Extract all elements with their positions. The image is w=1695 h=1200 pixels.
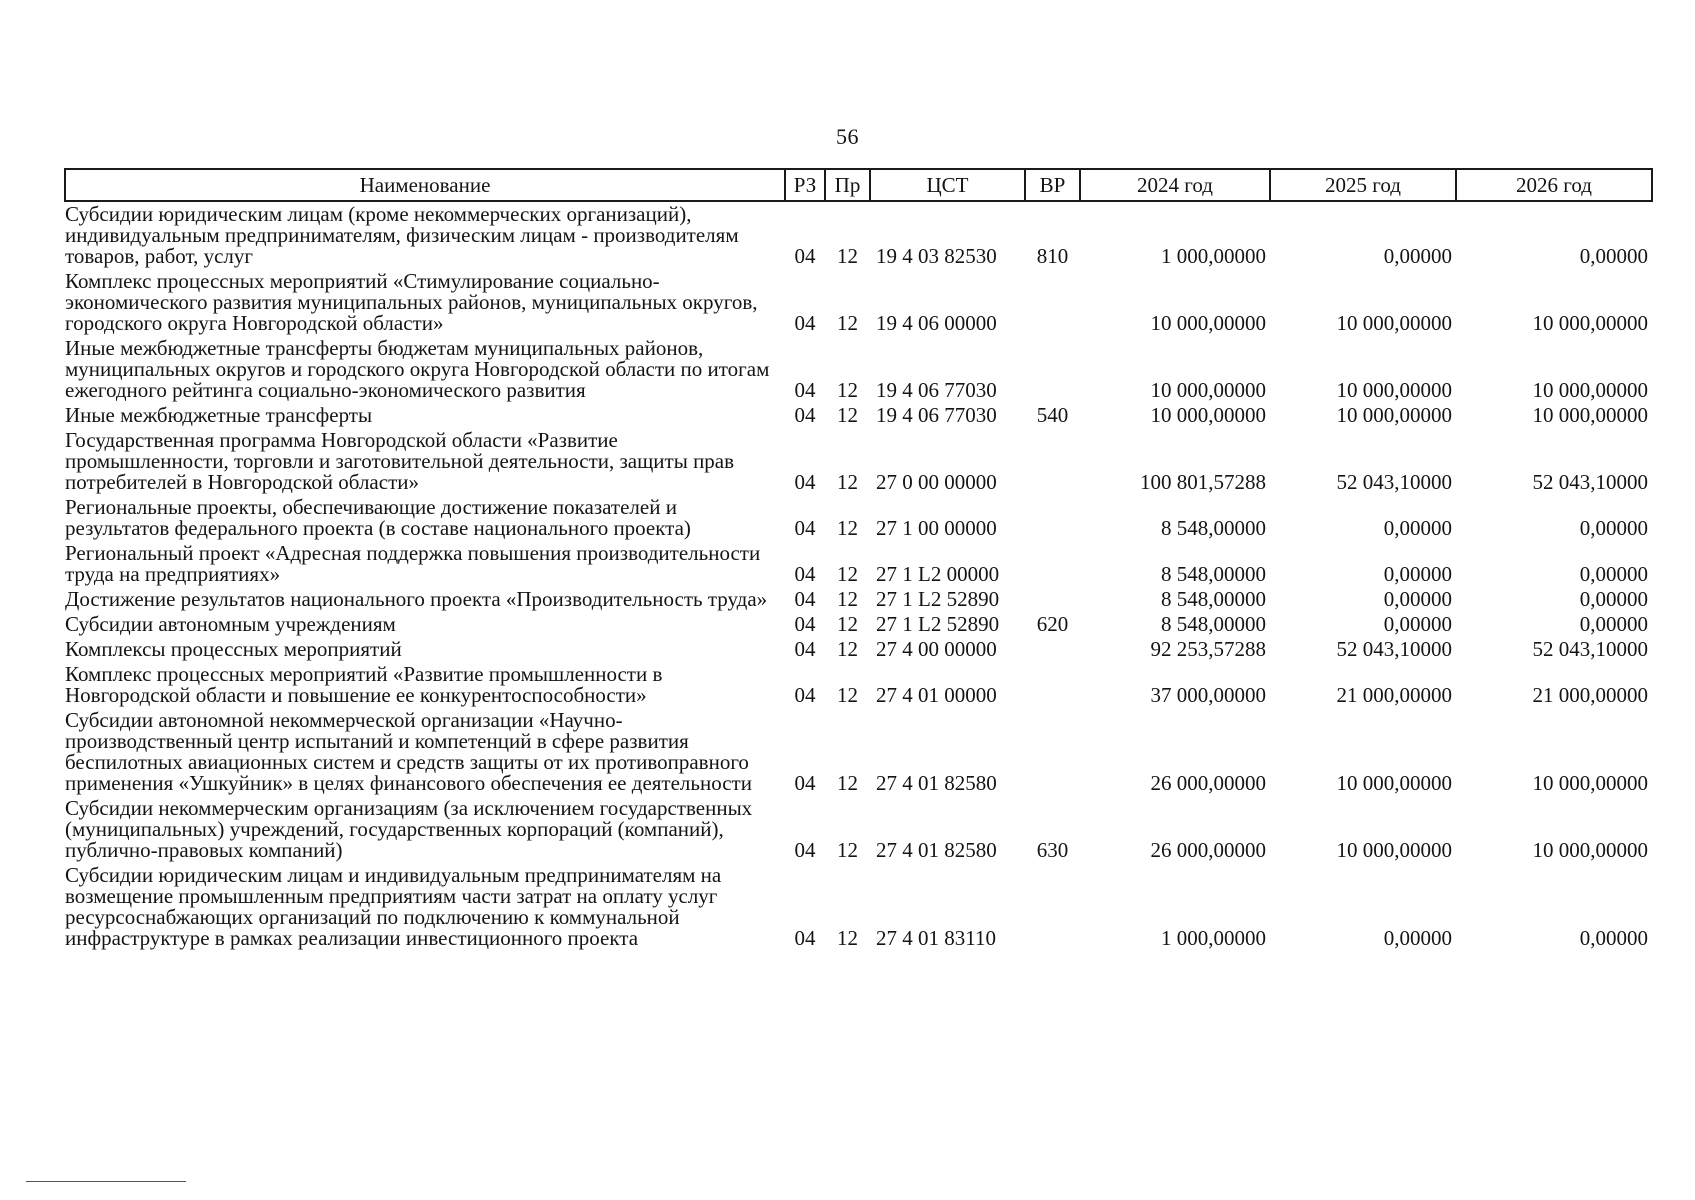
row-vr	[1025, 428, 1080, 495]
row-2024: 26 000,00000	[1150, 838, 1266, 862]
row-2026: 10 000,00000	[1532, 311, 1648, 335]
page-number: 56	[836, 124, 859, 149]
row-rz: 04	[794, 612, 816, 636]
row-2024: 8 548,00000	[1161, 516, 1266, 540]
row-2025: 52 043,10000	[1336, 637, 1452, 661]
header-2025: 2025 год	[1270, 169, 1456, 201]
row-2025: 0,00000	[1383, 244, 1452, 268]
row-name: Комплексы процессных мероприятий	[65, 637, 402, 661]
row-cst: 19 4 06 77030	[876, 378, 997, 402]
row-cst: 27 4 01 82580	[876, 771, 997, 795]
row-2026: 10 000,00000	[1532, 838, 1648, 862]
row-2026: 0,00000	[1579, 926, 1648, 950]
row-2024: 1 000,00000	[1161, 926, 1266, 950]
row-vr	[1025, 336, 1080, 403]
row-rz: 04	[794, 403, 816, 427]
row-2026: 10 000,00000	[1532, 771, 1648, 795]
row-cst: 27 1 00 00000	[876, 516, 997, 540]
budget-table	[64, 168, 1653, 951]
row-cst: 27 4 01 83110	[876, 926, 996, 950]
row-rz: 04	[794, 470, 816, 494]
row-pr: 12	[837, 637, 858, 661]
row-2026: 0,00000	[1579, 562, 1648, 586]
row-2025: 0,00000	[1383, 562, 1452, 586]
table-row	[65, 201, 1652, 269]
row-name: Субсидии автономной некоммерческой организации «Научно-производственный центр испытаний и компетенций в сфере развития беспилотных авиационных систем и средств защиты от их противоправного применения «Ушкуйник» в целях финансового обеспечения ее деятельности	[65, 708, 752, 795]
row-2024: 100 801,57288	[1140, 470, 1266, 494]
row-rz: 04	[794, 311, 816, 335]
row-vr	[1025, 637, 1080, 662]
table-row	[65, 662, 1652, 708]
row-cst: 27 1 L2 00000	[876, 562, 1000, 586]
row-2025: 0,00000	[1383, 516, 1452, 540]
table-row	[65, 863, 1652, 951]
budget-table-container	[64, 168, 1651, 951]
row-2024: 10 000,00000	[1150, 403, 1266, 427]
table-row	[65, 541, 1652, 587]
row-name: Региональный проект «Адресная поддержка повышения производительности труда на предприятиях»	[65, 541, 761, 586]
row-2025: 10 000,00000	[1336, 311, 1452, 335]
row-2026: 0,00000	[1579, 612, 1648, 636]
row-rz: 04	[794, 838, 816, 862]
row-2024: 10 000,00000	[1150, 378, 1266, 402]
row-cst: 27 4 01 00000	[876, 683, 997, 707]
row-pr: 12	[837, 562, 858, 586]
row-2024: 10 000,00000	[1150, 311, 1266, 335]
row-2026: 52 043,10000	[1532, 637, 1648, 661]
row-name: Иные межбюджетные трансферты	[65, 403, 373, 427]
row-rz: 04	[794, 378, 816, 402]
row-2025: 10 000,00000	[1336, 378, 1452, 402]
row-cst: 19 4 03 82530	[876, 244, 997, 268]
row-name: Субсидии юридическим лицам (кроме некоммерческих организаций), индивидуальным предпринимателям, физическим лицам - производителям товаров, работ, услуг	[65, 202, 739, 268]
row-2026: 10 000,00000	[1532, 378, 1648, 402]
row-2025: 52 043,10000	[1336, 470, 1452, 494]
table-body	[65, 201, 1652, 951]
row-cst: 27 0 00 00000	[876, 470, 997, 494]
table-row	[65, 637, 1652, 662]
row-2025: 0,00000	[1383, 612, 1452, 636]
row-pr: 12	[837, 244, 858, 268]
row-name: Субсидии юридическим лицам и индивидуальным предпринимателям на возмещение промышленным предприятиям части затрат на оплату услуг ресурсоснабжающих организаций по подключению к коммунальной инфраструктуре в рамках реализации инвестиционного проекта	[65, 863, 722, 950]
footer-divider	[26, 1181, 186, 1182]
row-2025: 10 000,00000	[1336, 771, 1452, 795]
row-rz: 04	[794, 587, 816, 611]
table-row	[65, 336, 1652, 403]
row-rz: 04	[794, 926, 816, 950]
table-row	[65, 269, 1652, 336]
row-2026: 21 000,00000	[1532, 683, 1648, 707]
table-row	[65, 796, 1652, 863]
row-2025: 10 000,00000	[1336, 838, 1452, 862]
header-rz: РЗ	[785, 169, 825, 201]
row-pr: 12	[837, 311, 858, 335]
row-2024: 8 548,00000	[1161, 587, 1266, 611]
row-2026: 52 043,10000	[1532, 470, 1648, 494]
row-pr: 12	[837, 587, 858, 611]
row-vr: 620	[1036, 612, 1069, 636]
row-pr: 12	[837, 771, 858, 795]
row-2024: 26 000,00000	[1150, 771, 1266, 795]
header-name: Наименование	[65, 169, 785, 201]
row-pr: 12	[837, 838, 858, 862]
row-2025: 10 000,00000	[1336, 403, 1452, 427]
header-2026: 2026 год	[1456, 169, 1652, 201]
row-vr	[1025, 662, 1080, 708]
header-cst: ЦСТ	[870, 169, 1025, 201]
row-2024: 37 000,00000	[1150, 683, 1266, 707]
row-pr: 12	[837, 403, 858, 427]
row-vr	[1025, 541, 1080, 587]
header-vr: ВР	[1025, 169, 1080, 201]
row-2026: 0,00000	[1579, 587, 1648, 611]
header-pr: Пр	[825, 169, 870, 201]
row-name: Субсидии некоммерческим организациям (за исключением государственных (муниципальных) учреждений, государственных корпораций (компаний), публично-правовых компаний)	[65, 796, 753, 862]
table-header-row	[65, 169, 1652, 201]
row-vr	[1025, 269, 1080, 336]
row-name: Комплекс процессных мероприятий «Развитие промышленности в Новгородской области и повышение ее конкурентоспособности»	[65, 662, 663, 707]
row-2024: 8 548,00000	[1161, 612, 1266, 636]
row-rz: 04	[794, 516, 816, 540]
row-name: Государственная программа Новгородской области «Развитие промышленности, торговли и заготовительной деятельности, защиты прав потребителей в Новгородской области»	[65, 428, 735, 494]
row-rz: 04	[794, 683, 816, 707]
table-row	[65, 403, 1652, 428]
row-pr: 12	[837, 683, 858, 707]
row-rz: 04	[794, 244, 816, 268]
row-cst: 27 4 00 00000	[876, 637, 997, 661]
row-pr: 12	[837, 516, 858, 540]
header-2024: 2024 год	[1080, 169, 1270, 201]
row-2026: 0,00000	[1579, 516, 1648, 540]
row-cst: 27 4 01 82580	[876, 838, 997, 862]
row-2026: 0,00000	[1579, 244, 1648, 268]
row-pr: 12	[837, 470, 858, 494]
row-rz: 04	[794, 771, 816, 795]
table-row	[65, 587, 1652, 612]
row-2025: 21 000,00000	[1336, 683, 1452, 707]
table-row	[65, 708, 1652, 796]
row-rz: 04	[794, 562, 816, 586]
table-row	[65, 612, 1652, 637]
row-vr: 630	[1036, 838, 1069, 862]
row-vr: 540	[1036, 403, 1069, 427]
row-2024: 8 548,00000	[1161, 562, 1266, 586]
row-name: Региональные проекты, обеспечивающие достижение показателей и результатов федерального проекта (в составе национального проекта)	[65, 495, 691, 540]
row-rz: 04	[794, 637, 816, 661]
row-cst: 27 1 L2 52890	[876, 612, 1000, 636]
row-pr: 12	[837, 612, 858, 636]
row-name: Иные межбюджетные трансферты бюджетам муниципальных районов, муниципальных округов и городского округа Новгородской области по итогам ежегодного рейтинга социально-экономического развития	[65, 336, 770, 402]
row-cst: 19 4 06 77030	[876, 403, 997, 427]
row-2024: 1 000,00000	[1161, 244, 1266, 268]
row-vr: 810	[1036, 244, 1069, 268]
row-pr: 12	[837, 926, 858, 950]
row-2025: 0,00000	[1383, 587, 1452, 611]
row-cst: 19 4 06 00000	[876, 311, 997, 335]
table-row	[65, 428, 1652, 495]
row-vr	[1025, 587, 1080, 612]
table-row	[65, 495, 1652, 541]
row-vr	[1025, 708, 1080, 796]
row-vr	[1025, 863, 1080, 951]
row-name: Субсидии автономным учреждениям	[65, 612, 396, 636]
row-2024: 92 253,57288	[1150, 637, 1266, 661]
row-2026: 10 000,00000	[1532, 403, 1648, 427]
row-pr: 12	[837, 378, 858, 402]
row-vr	[1025, 495, 1080, 541]
row-name: Достижение результатов национального проекта «Производительность труда»	[65, 587, 768, 611]
row-2025: 0,00000	[1383, 926, 1452, 950]
row-cst: 27 1 L2 52890	[876, 587, 1000, 611]
row-name: Комплекс процессных мероприятий «Стимулирование социально-экономического развития муниципальных районов, муниципальных округов, городского округа Новгородской области»	[65, 269, 758, 335]
